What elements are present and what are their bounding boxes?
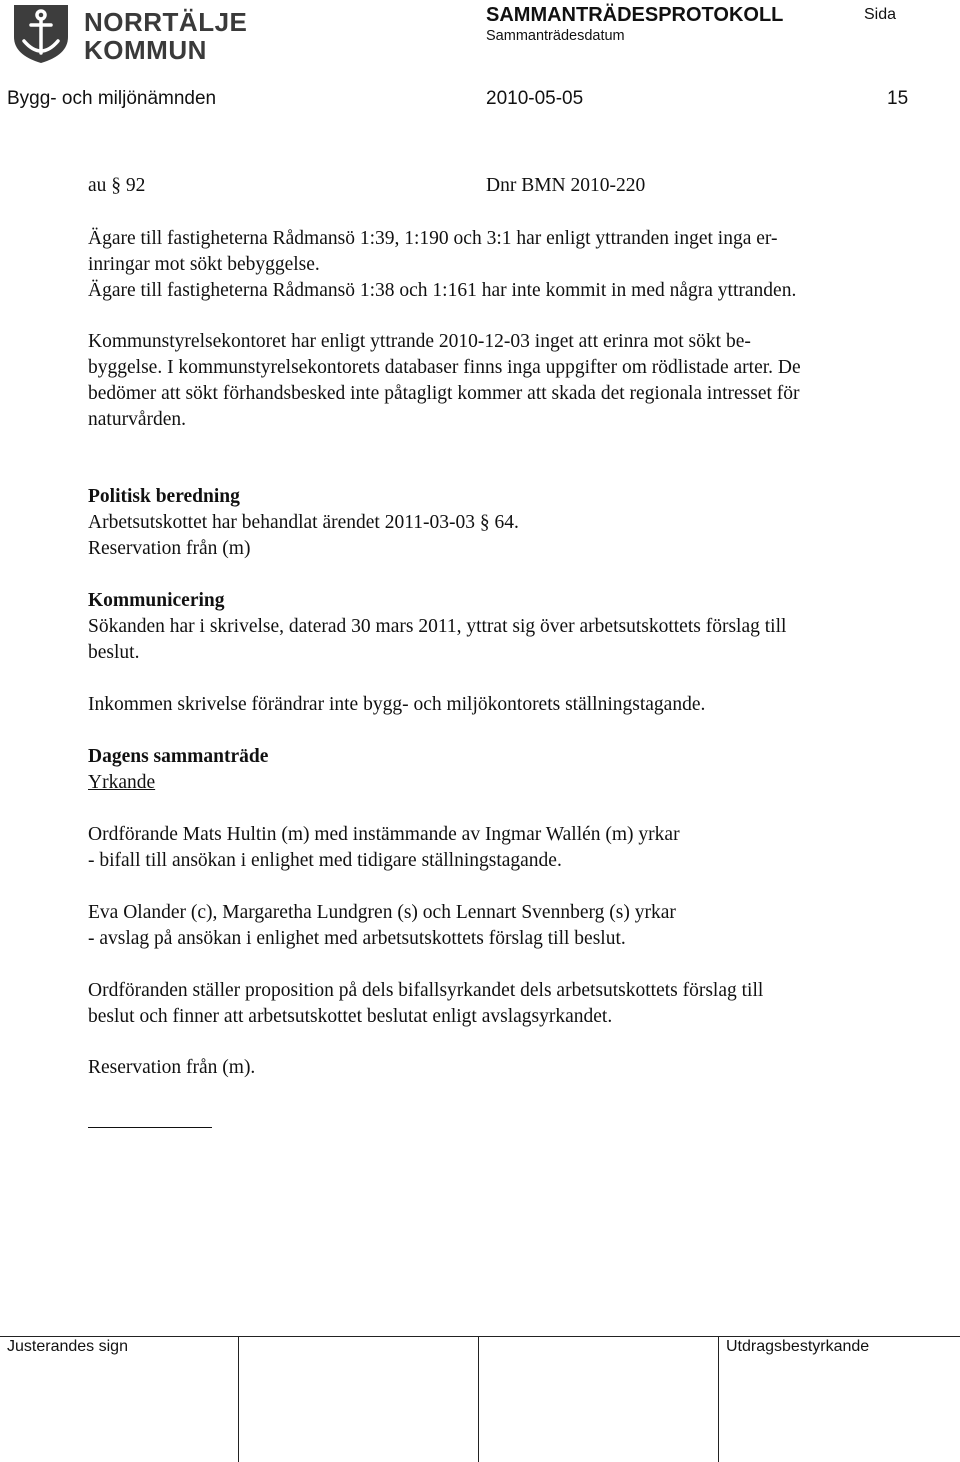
diary-number: Dnr BMN 2010-220 <box>486 175 646 196</box>
page-label: Sida <box>864 6 897 23</box>
footer-rule <box>0 1336 960 1337</box>
meeting-date-label: Sammanträdesdatum <box>486 28 625 44</box>
paragraph-line: Arbetsutskottet har behandlat ärendet 2011-03-03 § 64. <box>88 512 519 533</box>
paragraph-line: Kommunstyrelsekontoret har enligt yttrande 2010-12-03 inget att erinra mot sökt be- <box>88 331 751 352</box>
justerandes-sign-label: Justerandes sign <box>7 1338 128 1355</box>
paragraph-line: bedömer att sökt förhandsbesked inte påtagligt kommer att skada det regionala intresset för <box>88 383 800 404</box>
subheading-yrkande: Yrkande <box>88 772 156 793</box>
paragraph-line: Ägare till fastigheterna Rådmansö 1:38 och 1:161 har inte kommit in med några yttranden. <box>88 280 797 301</box>
paragraph-line: Sökanden har i skrivelse, daterad 30 mars 2011, yttrat sig över arbetsutskottets förslag till <box>88 616 787 637</box>
paragraph-line: Inkommen skrivelse förändrar inte bygg- och miljökontorets ställningstagande. <box>88 694 706 715</box>
paragraph-line: Reservation från (m). <box>88 1057 256 1078</box>
organization-name-line2: KOMMUN <box>84 35 207 65</box>
paragraph-line: - bifall till ansökan i enlighet med tidigare ställningstagande. <box>88 850 562 871</box>
paragraph-line: byggelse. I kommunstyrelsekontorets databaser finns inga uppgifter om rödlistade arter. De <box>88 357 801 378</box>
section-heading-politisk-beredning: Politisk beredning <box>88 486 240 507</box>
footer-divider <box>718 1336 719 1462</box>
meeting-date: 2010-05-05 <box>486 88 584 109</box>
paragraph-line: - avslag på ansökan i enlighet med arbetsutskottets förslag till beslut. <box>88 928 626 949</box>
page-number: 15 <box>887 88 909 109</box>
paragraph-line: Eva Olander (c), Margaretha Lundgren (s) och Lennart Svennberg (s) yrkar <box>88 902 676 923</box>
end-separator-line <box>88 1127 212 1128</box>
paragraph-line: Ordföranden ställer proposition på dels bifallsyrkandet dels arbetsutskottets förslag till <box>88 980 764 1001</box>
case-number: au § 92 <box>88 175 146 196</box>
utdragsbestyrkande-label: Utdragsbestyrkande <box>726 1338 870 1355</box>
paragraph-line: naturvården. <box>88 409 186 430</box>
paragraph-line: Ordförande Mats Hultin (m) med instämmande av Ingmar Wallén (m) yrkar <box>88 824 680 845</box>
section-heading-kommunicering: Kommunicering <box>88 590 225 611</box>
committee-name: Bygg- och miljönämnden <box>7 88 217 109</box>
paragraph-line: beslut och finner att arbetsutskottet beslutat enligt avslagsyrkandet. <box>88 1006 613 1027</box>
document-type: SAMMANTRÄDESPROTOKOLL <box>486 4 784 26</box>
footer-divider <box>238 1336 239 1462</box>
organization-name-line1: NORRTÄLJE <box>84 7 248 37</box>
section-heading-dagens-sammantrade: Dagens sammanträde <box>88 746 269 767</box>
footer-divider <box>478 1336 479 1462</box>
paragraph-line: inringar mot sökt bebyggelse. <box>88 254 320 275</box>
paragraph-line: beslut. <box>88 642 140 663</box>
paragraph-line: Ägare till fastigheterna Rådmansö 1:39, 1:190 och 3:1 har enligt yttranden inget inga er- <box>88 228 778 249</box>
organization-name <box>84 8 247 64</box>
municipality-logo <box>10 3 72 65</box>
paragraph-line: Reservation från (m) <box>88 538 251 559</box>
